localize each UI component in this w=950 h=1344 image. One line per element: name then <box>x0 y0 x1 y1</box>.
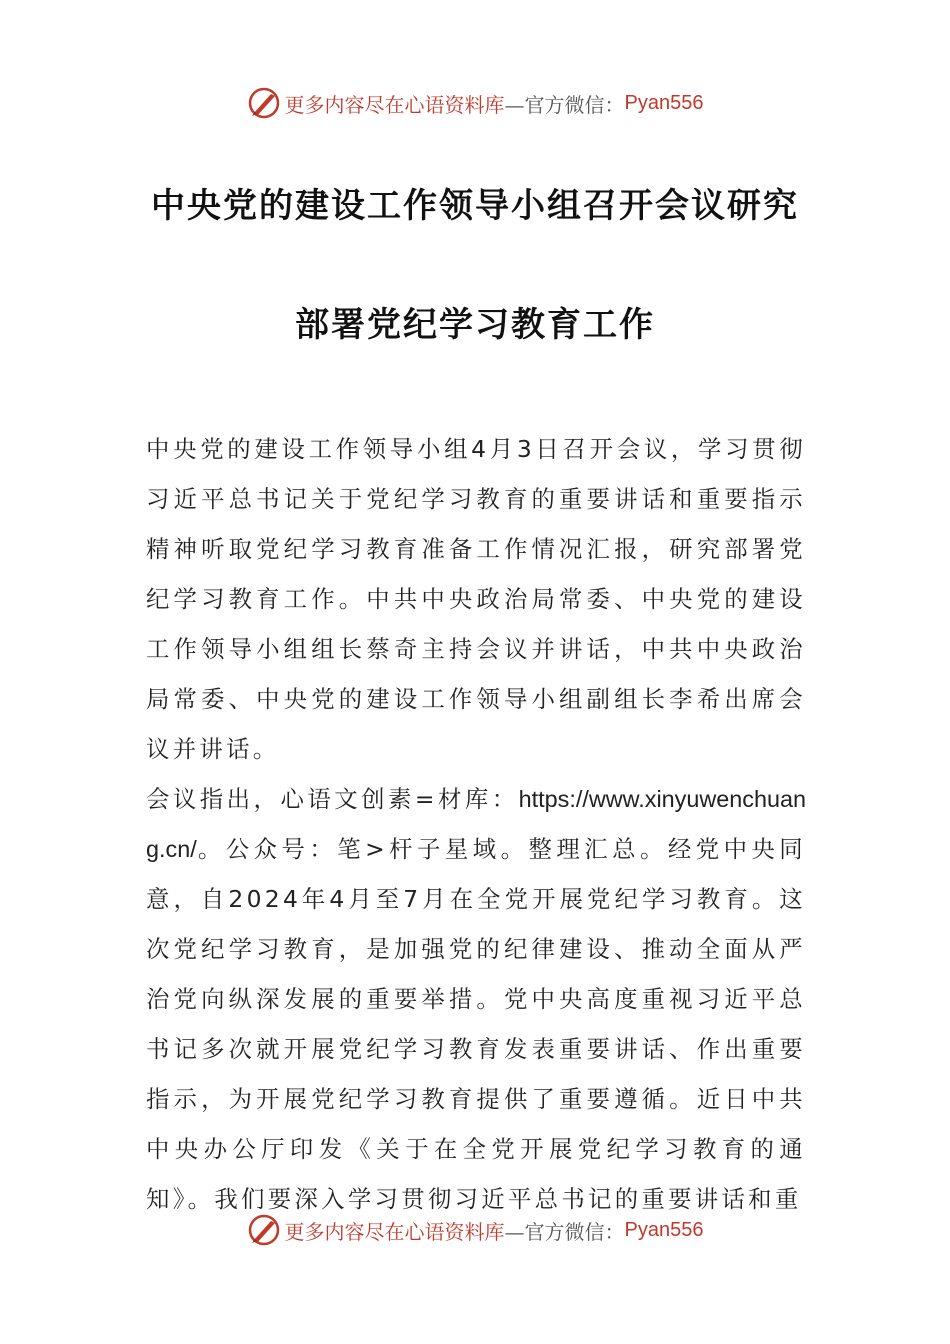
body-paragraph-2-intro: 会议指出，心语文创素=材库： <box>146 785 519 813</box>
pen-logo-icon <box>247 1213 281 1247</box>
body-paragraph-2 <box>146 774 806 1224</box>
banner-wechat-label: —官方微信： <box>504 92 625 117</box>
banner-wechat-label: —官方微信： <box>504 1219 625 1244</box>
body-paragraph-1: 中央党的建设工作领导小组4月3日召开会议，学习贯彻习近平总书记关于党纪学习教育的重要讲话和重要指示精神听取党纪学习教育准备工作情况汇报，研究部署党纪学习教育工作。中共中央政治局常委、中央党的建设工作领导小组组长蔡奇主持会议并讲话，中共中央政治局常委、中央党的建设工作领导小组副组长李希出席会议并讲话。 <box>146 435 806 763</box>
banner-wechat-id: Pyan556 <box>624 91 704 114</box>
banner-site-text: 更多内容尽在心语资料库 <box>284 92 505 117</box>
document-body <box>146 424 806 1224</box>
pen-logo-icon <box>247 86 281 120</box>
header-watermark-banner <box>0 83 950 123</box>
body-paragraph-2-rest: 。公众号：笔>杆子星域。整理汇总。经党中央同意，自2024年4月至7月在全党开展党纪学习教育。这次党纪学习教育，是加强党的纪律建设、推动全面从严治党向纵深发展的重要举措。党中央高度重视习近平总书记多次就开展党纪学习教育发表重要讲话、作出重要指示，为开展党纪学习教育提供了重要遵循。近日中共中央办公厅印发《关于在全党开展党纪学习教育的通知》。我们要深入学习贯彻习近平总书记的重要讲话和重 <box>146 835 806 1213</box>
banner-site-text: 更多内容尽在心语资料库 <box>284 1219 505 1244</box>
body-url-text: https://www.xinyuwenchuang.cn/ <box>146 786 806 862</box>
banner-wechat-id: Pyan556 <box>624 1218 704 1241</box>
footer-watermark-banner <box>0 1210 950 1250</box>
document-title-line-2: 部署党纪学习教育工作 <box>295 305 655 345</box>
document-title-line-1: 中央党的建设工作领导小组召开会议研究 <box>151 186 799 226</box>
